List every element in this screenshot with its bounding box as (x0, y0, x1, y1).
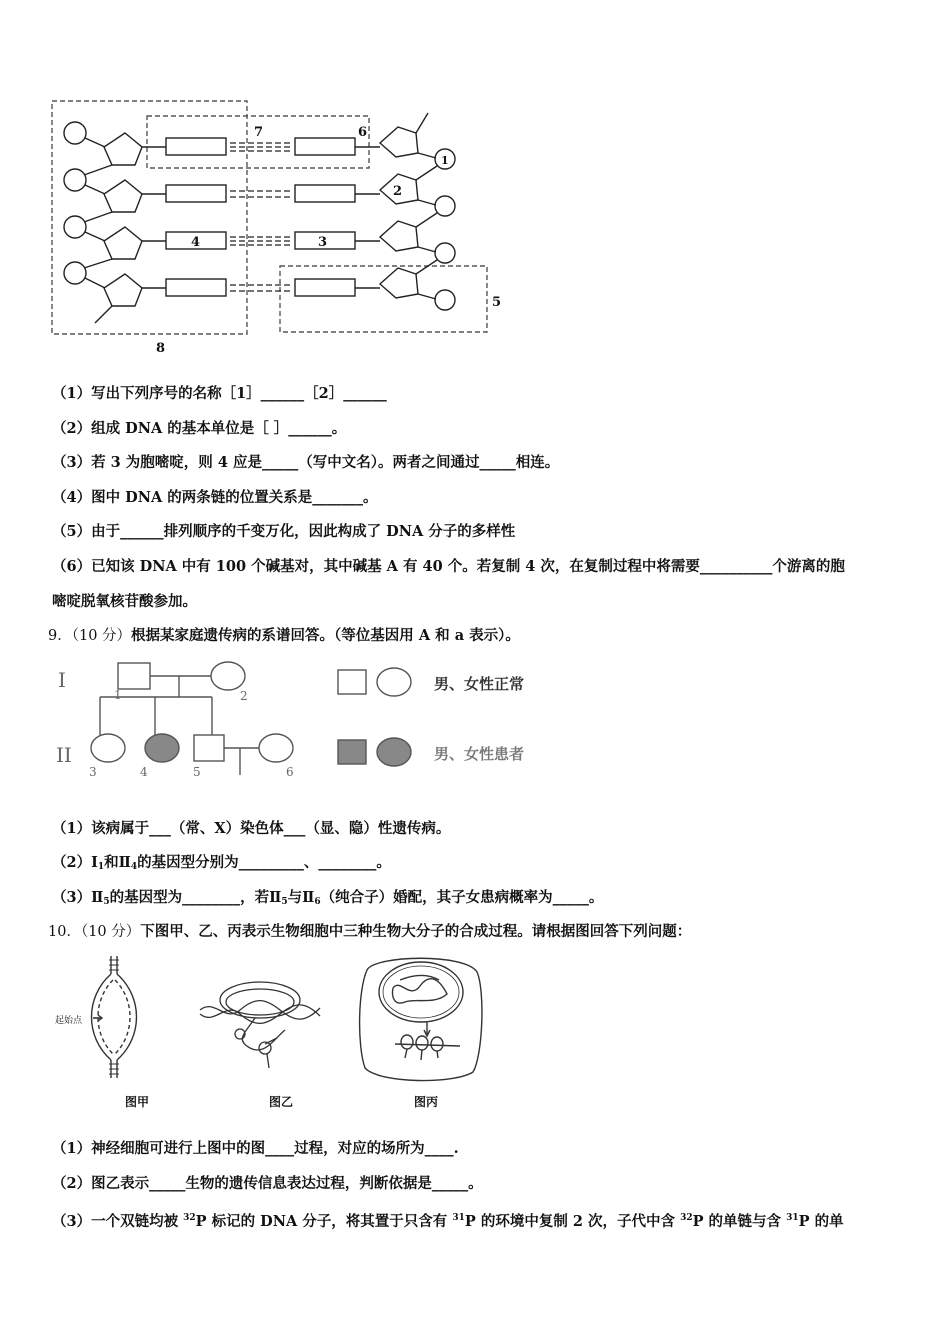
q9-item-1: （1）该病属于___（常、X）染色体___（显、隐）性遗传病。 (52, 820, 451, 837)
q9-stem-text: 根据某家庭遗传病的系谱回答。（等位基因用 A 和 a 表示）。 (131, 627, 520, 644)
q9-item-3-sub1: 5 (103, 897, 110, 907)
id-3: 3 (89, 765, 97, 779)
q10-item-3-b: P 标记的 DNA 分子，将其置于只含有 (195, 1213, 453, 1230)
legend-normal-label: 男、女性正常 (434, 675, 525, 693)
q8-item-2: （2）组成 DNA 的基本单位是［ ］______。 (52, 420, 347, 437)
figure-jia (55, 952, 155, 1082)
generation-label-1: I (58, 668, 66, 692)
pedigree-legend (330, 664, 420, 774)
q9-number: 9．（10 分） (48, 628, 132, 644)
q10-item-3-sup2: 31 (452, 1213, 465, 1223)
label-1: 1 (441, 154, 449, 167)
origin-label: 起始点 (55, 1016, 83, 1026)
caption-yi: 图乙 (269, 1095, 294, 1109)
q9-item-2-a: （2）Ⅰ (52, 854, 98, 871)
q9-item-3-a: （3）Ⅱ (52, 889, 104, 906)
legend-male-normal (338, 670, 366, 694)
individual-I-2 (211, 662, 245, 690)
label-2: 2 (393, 184, 403, 199)
q10-number: 10．（10 分） (48, 924, 141, 940)
label-7: 7 (254, 125, 264, 140)
q10-item-3 (52, 1208, 844, 1232)
q8-item-3: （3）若 3 为胞嘧啶，则 4 应是_____（写中文名）。两者之间通过_____相连。 (52, 454, 560, 471)
figure-bing (355, 950, 485, 1085)
generation-label-2: II (56, 743, 72, 767)
dna-structure-figure (40, 95, 520, 365)
figure-yi (195, 968, 325, 1078)
q10-item-3-e: P 的单 (798, 1213, 844, 1230)
q10-item-3-sup4: 31 (786, 1213, 799, 1223)
q10-item-3-c: P 的环境中复制 2 次，子代中含 (464, 1213, 681, 1230)
q9-item-3-b: 的基因型为________，若Ⅱ (109, 889, 282, 906)
q10-item-3-sup1: 32 (183, 1213, 196, 1223)
individual-II-6 (259, 734, 293, 762)
individual-II-4 (145, 734, 179, 762)
legend-male-affected (338, 740, 366, 764)
q8-item-5: （5）由于______排列顺序的千变万化，因此构成了 DNA 分子的多样性 (52, 523, 516, 540)
id-5: 5 (193, 765, 201, 779)
label-4: 4 (191, 235, 201, 250)
q9-item-3 (52, 888, 603, 912)
pedigree-chart (80, 655, 310, 785)
q9-item-3-sub3: 6 (314, 897, 321, 907)
q9-item-2-c: 的基因型分别为_________、________。 (137, 854, 391, 871)
individual-I-1 (118, 663, 150, 689)
q8-item-6-cont: 嘧啶脱氧核苷酸参加。 (52, 593, 197, 610)
box-7-6 (147, 116, 369, 168)
q9-item-2-sub2: 4 (130, 862, 138, 872)
caption-jia: 图甲 (125, 1095, 150, 1109)
caption-bing: 图丙 (414, 1095, 439, 1109)
label-3: 3 (318, 235, 328, 250)
q8-item-1: （1）写出下列序号的名称［1］______［2］______ (52, 385, 387, 402)
q9-item-2-sub1: 1 (97, 862, 105, 872)
legend-female-normal (377, 668, 411, 696)
q8-item-6: （6）已知该 DNA 中有 100 个碱基对，其中碱基 A 有 40 个。若复制 4 次，在复制过程中将需要__________个游离的胞 (52, 558, 845, 575)
q8-item-4: （4）图中 DNA 的两条链的位置关系是_______。 (52, 489, 378, 506)
q9-item-3-sub2: 5 (281, 897, 288, 907)
q9-item-2-b: 和Ⅱ (104, 854, 131, 871)
q9-stem (48, 626, 520, 646)
box-5 (280, 266, 487, 332)
legend-affected-label: 男、女性患者 (434, 745, 525, 763)
q10-item-1: （1）神经细胞可进行上图中的图____过程，对应的场所为____. (52, 1140, 459, 1157)
id-2: 2 (240, 689, 248, 703)
q10-item-3-d: P 的单链与含 (692, 1213, 787, 1230)
q9-item-3-d: （纯合子）婚配，其子女患病概率为_____。 (320, 889, 604, 906)
q10-stem (48, 922, 691, 942)
label-8: 8 (156, 341, 166, 356)
label-6: 6 (358, 125, 368, 140)
q9-item-3-c: 与Ⅱ (287, 889, 315, 906)
legend-female-affected (377, 738, 411, 766)
q10-item-3-sup3: 32 (680, 1213, 693, 1223)
individual-II-5 (194, 735, 224, 761)
individual-II-3 (91, 734, 125, 762)
q9-item-2 (52, 853, 391, 877)
id-6: 6 (286, 765, 294, 779)
q10-stem-text: 下图甲、乙、丙表示生物细胞中三种生物大分子的合成过程。请根据图回答下列问题： (140, 923, 692, 940)
q10-item-2: （2）图乙表示_____生物的遗传信息表达过程，判断依据是_____。 (52, 1175, 483, 1192)
id-4: 4 (140, 765, 148, 779)
id-1: 1 (114, 688, 122, 702)
label-5: 5 (492, 295, 502, 310)
q10-item-3-a: （3）一个双链均被 (52, 1213, 184, 1230)
